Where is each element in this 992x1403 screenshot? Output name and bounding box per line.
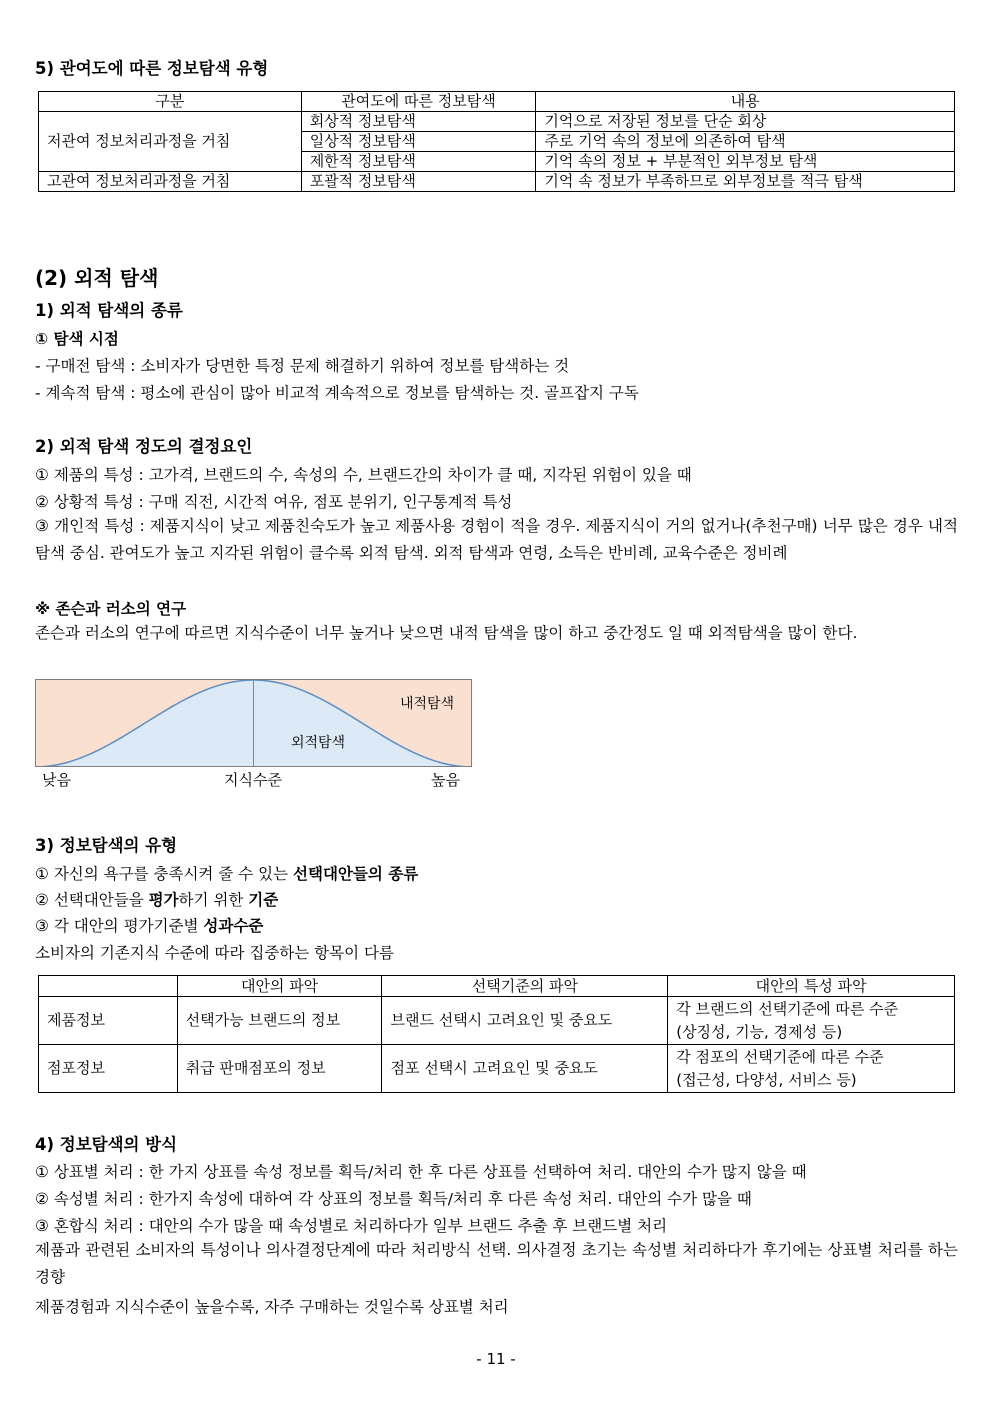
section-3-footer: 소비자의 기존지식 수준에 따라 집중하는 항목이 다름	[35, 944, 394, 962]
cell-line: 각 점포의 선택기준에 따른 수준	[676, 1047, 884, 1066]
text-part: ① 자신의 욕구를 충족시켜 줄 수 있는	[35, 865, 294, 883]
axis-label-low: 낮음	[42, 771, 71, 789]
table-header: 관여도에 따른 정보탐색	[301, 92, 536, 112]
list-item: - 계속적 탐색 : 평소에 관심이 많아 비교적 계속적으로 정보를 탐색하는 것. 골프잡지 구독	[35, 384, 639, 402]
table-cell: 점포 선택시 고려요인 및 중요도	[382, 1045, 668, 1093]
table-cell: 제한적 정보탐색	[301, 152, 536, 172]
table-cell: 취급 판매점포의 정보	[177, 1045, 382, 1093]
high-involvement-cell: 고관여 정보처리과정을 거침	[39, 172, 302, 192]
list-item: ② 상황적 특성 : 구매 직전, 시간적 여유, 점포 분위기, 인구통계적 특성	[35, 493, 513, 511]
section-5-title: 5) 관여도에 따른 정보탐색 유형	[35, 59, 269, 78]
table-cell: 선택가능 브랜드의 정보	[177, 997, 382, 1045]
cell-line: (상징성, 기능, 경제성 등)	[676, 1022, 843, 1041]
list-item: ① 상표별 처리 : 한 가지 상표를 속성 정보를 획득/처리 한 후 다른 상표를 선택하여 처리. 대안의 수가 많지 않을 때	[35, 1163, 807, 1181]
s1-title: 1) 외적 탐색의 종류	[35, 301, 183, 320]
list-item: ② 속성별 처리 : 한가지 속성에 대하여 각 상표의 정보를 획득/처리 후 다른 속성 처리. 대안의 수가 많을 때	[35, 1190, 752, 1208]
note-paragraph: 존슨과 러소의 연구에 따르면 지식수준이 너무 높거나 낮으면 내적 탐색을 많이 하고 중간정도 일 때 외적탐색을 많이 한다.	[35, 624, 858, 642]
table-cell: 일상적 정보탐색	[301, 132, 536, 152]
table-cell: 주로 기억 속의 정보에 의존하여 탐색	[536, 132, 955, 152]
bold-text: 성과수준	[203, 917, 264, 935]
text-part: ③ 각 대안의 평가기준별	[35, 917, 204, 935]
list-item: ① 제품의 특성 : 고가격, 브랜드의 수, 속성의 수, 브랜드간의 차이가 클 때, 지각된 위험이 있을 때	[35, 466, 692, 484]
bold-text: 기준	[248, 891, 279, 909]
bold-text: 평가	[148, 891, 179, 909]
external-search-title: (2) 외적 탐색	[35, 266, 159, 290]
cell-line: 각 브랜드의 선택기준에 따른 수준	[676, 999, 899, 1018]
bold-text: 선택대안들의 종류	[293, 865, 419, 883]
section-3-title: 3) 정보탐색의 유형	[35, 836, 178, 855]
table-cell	[668, 997, 955, 1045]
note-title: ※ 존슨과 러소의 연구	[35, 600, 187, 618]
table-cell: 브랜드 선택시 고려요인 및 중요도	[382, 997, 668, 1045]
text-part: 하기 위한	[178, 891, 249, 909]
knowledge-search-chart	[35, 679, 472, 767]
axis-label-high: 높음	[431, 771, 460, 789]
list-item: - 구매전 탐색 : 소비자가 당면한 특정 문제 해결하기 위하여 정보를 탐색하는 것	[35, 357, 570, 375]
table-cell: 점포정보	[39, 1045, 178, 1093]
table-cell: 기억으로 저장된 정보를 단순 회상	[536, 112, 955, 132]
list-item	[35, 914, 263, 936]
list-item	[35, 862, 418, 884]
cell-line: (접근성, 다양성, 서비스 등)	[676, 1070, 857, 1089]
table-cell: 회상적 정보탐색	[301, 112, 536, 132]
table-header: 대안의 특성 파악	[668, 976, 955, 997]
text-part: ② 선택대안들을	[35, 891, 149, 909]
internal-search-label: 내적탐색	[399, 696, 455, 712]
processing-last-line: 제품경험과 지식수준이 높을수록, 자주 구매하는 것일수록 상표별 처리	[35, 1298, 509, 1316]
list-item: ③ 혼합식 처리 : 대안의 수가 많을 때 속성별로 처리하다가 일부 브랜드 추출 후 브랜드별 처리	[35, 1217, 668, 1235]
personal-factor-paragraph: ③ 개인적 특성 : 제품지식이 낮고 제품친숙도가 높고 제품사용 경험이 적을 경우. 제품지식이 거의 없거나(추천구매) 너무 많은 경우 내적 탐색 중심. 관여도가 높고 지각된 위험이 클수록 외적 탐색. 외적 탐색과 연령, 소득은 반비례, 교육수준은 정비례	[35, 517, 958, 562]
table-header: 대안의 파악	[177, 976, 382, 997]
low-involvement-cell: 저관여 정보처리과정을 거침	[39, 112, 302, 172]
table-header: 선택기준의 파악	[382, 976, 668, 997]
processing-paragraph: 제품과 관련된 소비자의 특성이나 의사결정단계에 따라 처리방식 선택. 의사결정 초기는 속성별 처리하다가 후기에는 상표별 처리를 하는 경향	[35, 1241, 958, 1286]
table-cell: 기억 속 정보가 부족하므로 외부정보를 적극 탐색	[536, 172, 955, 192]
table-header: 내용	[536, 92, 955, 112]
s1-subtitle: ① 탐색 시점	[35, 330, 119, 348]
table-cell: 포괄적 정보탐색	[301, 172, 536, 192]
s2-title: 2) 외적 탐색 정도의 결정요인	[35, 437, 253, 456]
page-number: - 11 -	[476, 1350, 516, 1368]
info-type-table	[38, 975, 955, 1093]
table-header: 구분	[39, 92, 302, 112]
table-cell: 기억 속의 정보 + 부분적인 외부정보 탐색	[536, 152, 955, 172]
table-header	[39, 976, 178, 997]
table-cell: 제품정보	[39, 997, 178, 1045]
involvement-table	[38, 91, 955, 192]
section-4-title: 4) 정보탐색의 방식	[35, 1135, 178, 1154]
external-search-label: 외적탐색	[290, 735, 346, 751]
list-item	[35, 888, 278, 910]
table-cell	[668, 1045, 955, 1093]
axis-label-knowledge: 지식수준	[224, 771, 282, 789]
